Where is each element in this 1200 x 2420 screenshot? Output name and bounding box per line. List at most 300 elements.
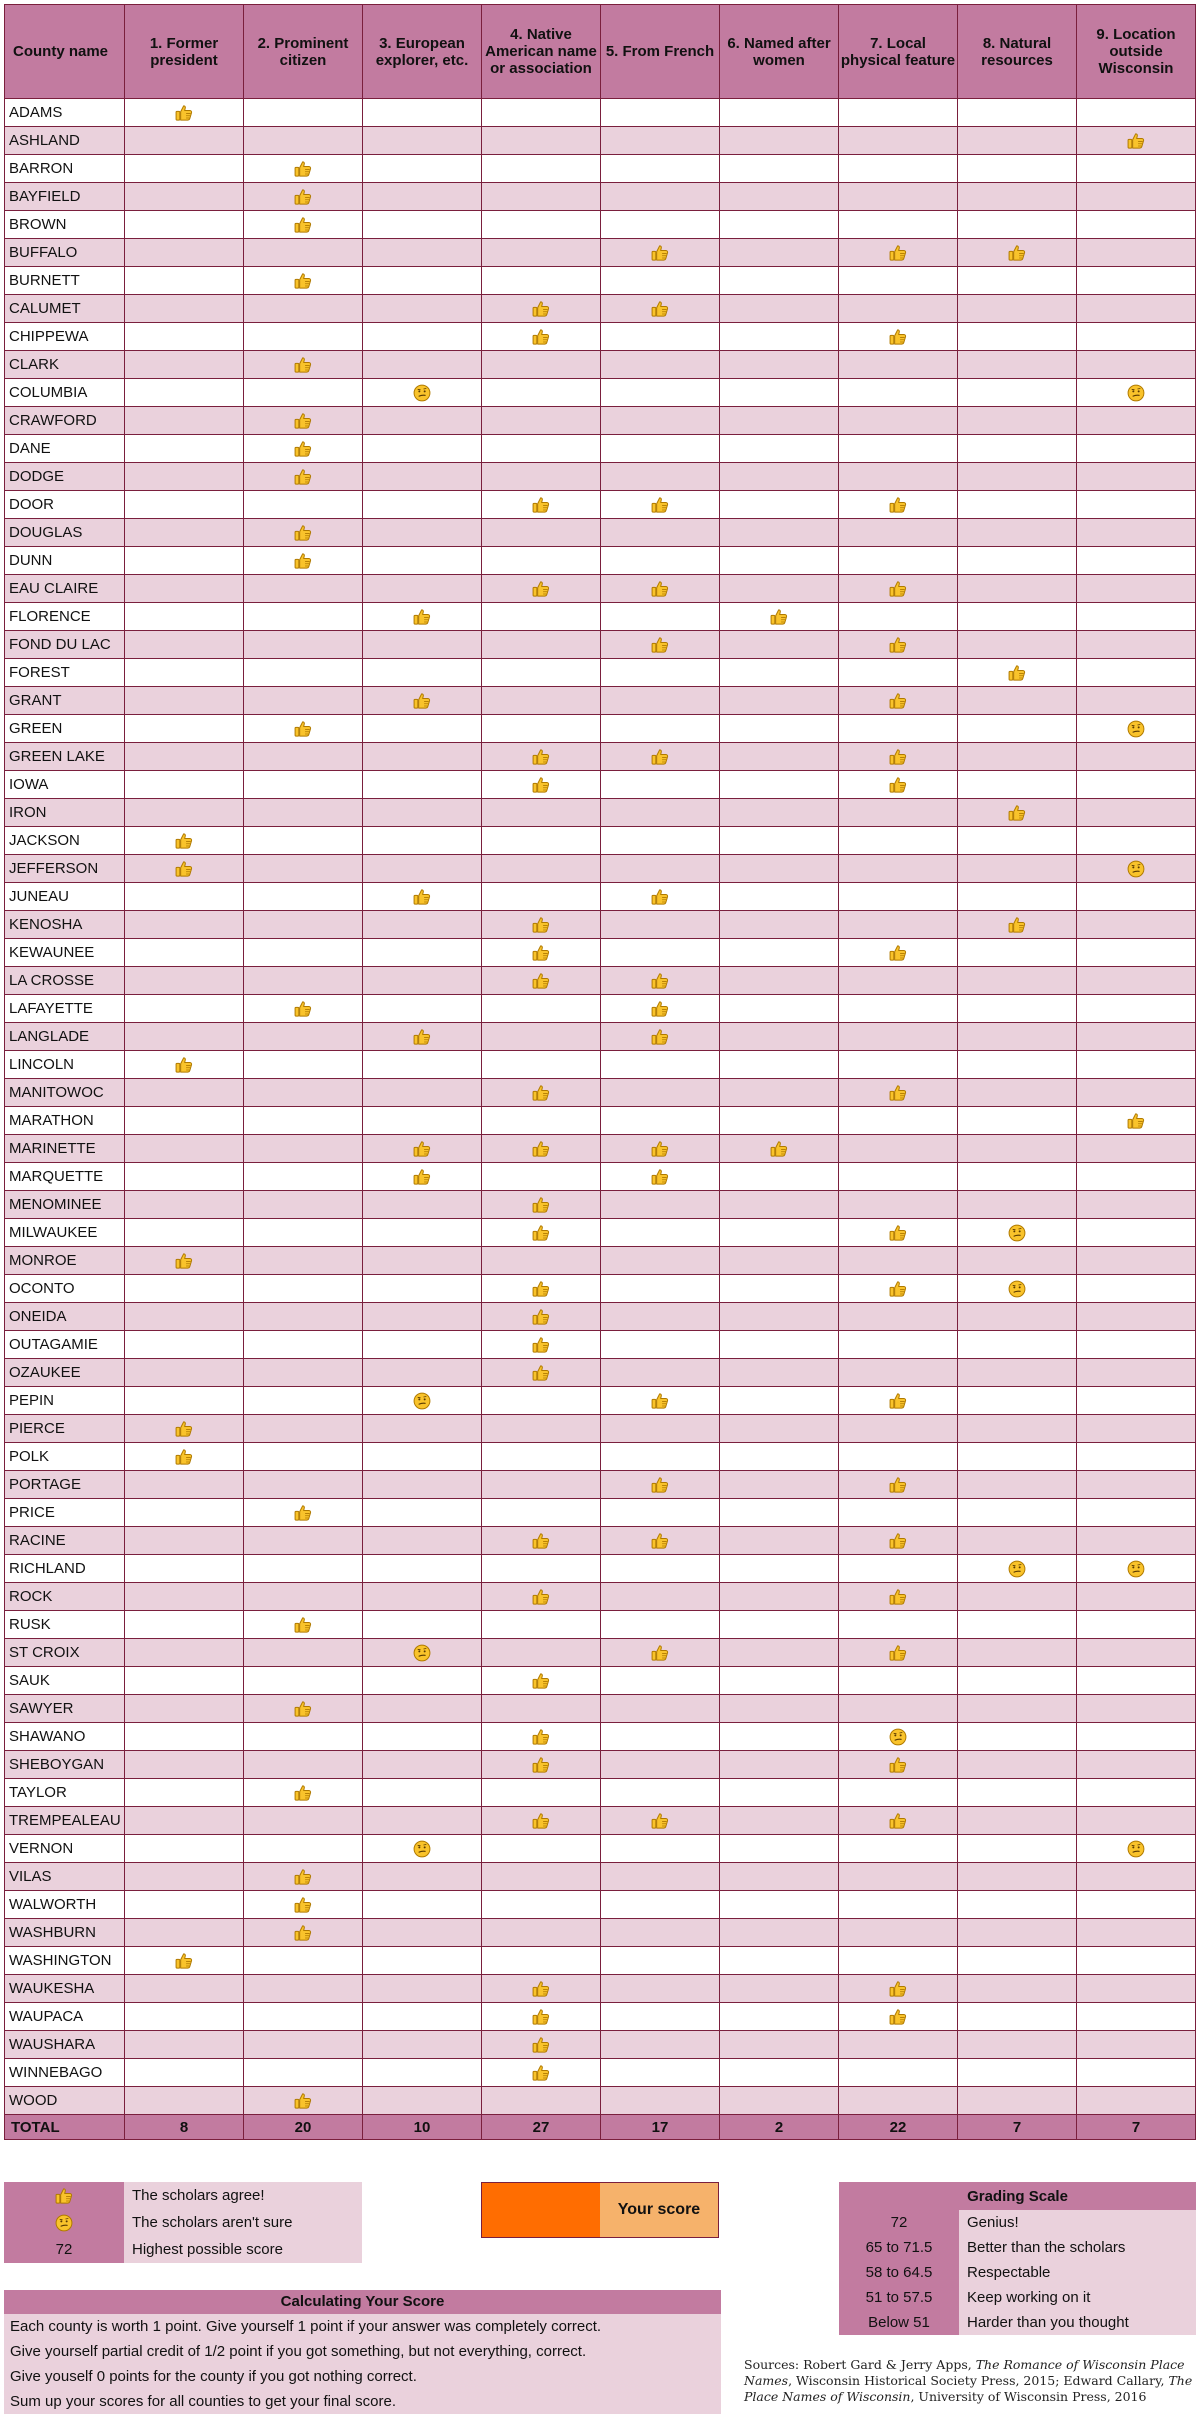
cell-prominent-citizen xyxy=(244,1807,363,1835)
cell-local-physical-feature xyxy=(839,295,958,323)
legend-unsure-text: The scholars aren't sure xyxy=(124,2209,362,2236)
header-row xyxy=(5,5,1196,99)
thumbs-up-icon xyxy=(1007,803,1027,823)
cell-european-explorer xyxy=(363,1779,482,1807)
grading-range: 58 to 64.5 xyxy=(839,2260,959,2285)
table-row xyxy=(5,1751,1196,1779)
cell-location-outside-wisconsin xyxy=(1077,799,1196,827)
county-name-cell: OCONTO xyxy=(5,1275,125,1303)
table-row xyxy=(5,575,1196,603)
cell-european-explorer xyxy=(363,211,482,239)
thumbs-up-icon xyxy=(531,1811,551,1831)
table-row xyxy=(5,407,1196,435)
cell-native-american xyxy=(482,407,601,435)
cell-prominent-citizen xyxy=(244,1527,363,1555)
cell-native-american xyxy=(482,631,601,659)
cell-natural-resources xyxy=(958,827,1077,855)
cell-local-physical-feature xyxy=(839,1135,958,1163)
cell-native-american xyxy=(482,1723,601,1751)
cell-european-explorer xyxy=(363,1387,482,1415)
cell-local-physical-feature xyxy=(839,1835,958,1863)
cell-named-after-women xyxy=(720,1415,839,1443)
table-row xyxy=(5,211,1196,239)
cell-natural-resources xyxy=(958,1639,1077,1667)
grading-scale xyxy=(839,2182,1196,2335)
thumbs-up-icon xyxy=(412,887,432,907)
cell-european-explorer xyxy=(363,1331,482,1359)
cell-native-american xyxy=(482,1275,601,1303)
cell-from-french xyxy=(601,1051,720,1079)
cell-european-explorer xyxy=(363,1667,482,1695)
thumbs-up-icon xyxy=(531,299,551,319)
cell-natural-resources xyxy=(958,855,1077,883)
thumbs-up-icon xyxy=(293,1923,313,1943)
cell-natural-resources xyxy=(958,183,1077,211)
cell-location-outside-wisconsin xyxy=(1077,2003,1196,2031)
cell-from-french xyxy=(601,1807,720,1835)
cell-former-president xyxy=(125,1359,244,1387)
cell-local-physical-feature xyxy=(839,211,958,239)
cell-local-physical-feature xyxy=(839,1555,958,1583)
cell-former-president xyxy=(125,295,244,323)
legend-row-max xyxy=(4,2236,362,2263)
cell-natural-resources xyxy=(958,1807,1077,1835)
cell-european-explorer xyxy=(363,1947,482,1975)
cell-european-explorer xyxy=(363,239,482,267)
grading-description: Harder than you thought xyxy=(959,2310,1196,2335)
cell-location-outside-wisconsin xyxy=(1077,1555,1196,1583)
cell-location-outside-wisconsin xyxy=(1077,1919,1196,1947)
grading-row xyxy=(839,2210,1196,2235)
table-row xyxy=(5,631,1196,659)
cell-named-after-women xyxy=(720,631,839,659)
cell-natural-resources xyxy=(958,771,1077,799)
table-row xyxy=(5,1415,1196,1443)
cell-former-president xyxy=(125,1387,244,1415)
county-name-cell: WALWORTH xyxy=(5,1891,125,1919)
cell-location-outside-wisconsin xyxy=(1077,631,1196,659)
cell-natural-resources xyxy=(958,155,1077,183)
cell-prominent-citizen xyxy=(244,1835,363,1863)
county-name-cell: JACKSON xyxy=(5,827,125,855)
grading-range: 72 xyxy=(839,2210,959,2235)
cell-from-french xyxy=(601,1079,720,1107)
cell-european-explorer xyxy=(363,1583,482,1611)
cell-native-american xyxy=(482,1051,601,1079)
cell-natural-resources xyxy=(958,407,1077,435)
cell-native-american xyxy=(482,2087,601,2115)
cell-former-president xyxy=(125,267,244,295)
thumbs-up-icon xyxy=(1007,663,1027,683)
cell-prominent-citizen xyxy=(244,295,363,323)
cell-prominent-citizen xyxy=(244,631,363,659)
cell-prominent-citizen xyxy=(244,1863,363,1891)
cell-location-outside-wisconsin xyxy=(1077,435,1196,463)
table-row xyxy=(5,1023,1196,1051)
cell-local-physical-feature xyxy=(839,1891,958,1919)
cell-location-outside-wisconsin xyxy=(1077,1695,1196,1723)
county-name-cell: DUNN xyxy=(5,547,125,575)
cell-from-french xyxy=(601,351,720,379)
column-header-location-outside-wisconsin: 9. Location outside Wisconsin xyxy=(1077,5,1196,99)
cell-prominent-citizen xyxy=(244,323,363,351)
grading-description: Keep working on it xyxy=(959,2285,1196,2310)
cell-native-american xyxy=(482,1107,601,1135)
thumbs-up-icon xyxy=(888,2007,908,2027)
cell-named-after-women xyxy=(720,1303,839,1331)
cell-local-physical-feature xyxy=(839,267,958,295)
cell-named-after-women xyxy=(720,1387,839,1415)
cell-from-french xyxy=(601,1107,720,1135)
cell-prominent-citizen xyxy=(244,1919,363,1947)
cell-named-after-women xyxy=(720,2003,839,2031)
cell-natural-resources xyxy=(958,2059,1077,2087)
cell-european-explorer xyxy=(363,1051,482,1079)
cell-former-president xyxy=(125,491,244,519)
thumbs-up-icon xyxy=(174,831,194,851)
county-name-cell: WAUSHARA xyxy=(5,2031,125,2059)
cell-location-outside-wisconsin xyxy=(1077,323,1196,351)
cell-location-outside-wisconsin xyxy=(1077,1639,1196,1667)
cell-former-president xyxy=(125,1107,244,1135)
thumbs-up-icon xyxy=(650,579,670,599)
cell-former-president xyxy=(125,1779,244,1807)
cell-location-outside-wisconsin xyxy=(1077,1807,1196,1835)
county-name-cell: WASHBURN xyxy=(5,1919,125,1947)
cell-native-american xyxy=(482,519,601,547)
total-row xyxy=(5,2115,1196,2140)
your-score-label: Your score xyxy=(600,2183,718,2237)
cell-former-president xyxy=(125,1023,244,1051)
cell-location-outside-wisconsin xyxy=(1077,995,1196,1023)
cell-native-american xyxy=(482,1555,601,1583)
county-name-cell: ONEIDA xyxy=(5,1303,125,1331)
cell-former-president xyxy=(125,1751,244,1779)
legend-max-text: Highest possible score xyxy=(124,2236,362,2263)
grading-row xyxy=(839,2285,1196,2310)
cell-from-french xyxy=(601,1303,720,1331)
cell-former-president xyxy=(125,1919,244,1947)
thumbs-up-icon xyxy=(174,1951,194,1971)
cell-former-president xyxy=(125,1191,244,1219)
cell-local-physical-feature xyxy=(839,1191,958,1219)
cell-location-outside-wisconsin xyxy=(1077,1583,1196,1611)
thumbs-up-icon xyxy=(293,719,313,739)
cell-named-after-women xyxy=(720,1107,839,1135)
cell-prominent-citizen xyxy=(244,883,363,911)
thumbs-up-icon xyxy=(293,271,313,291)
legend-max-value: 72 xyxy=(4,2236,124,2263)
score-entry-field[interactable] xyxy=(482,2183,600,2237)
cell-named-after-women xyxy=(720,1443,839,1471)
cell-natural-resources xyxy=(958,267,1077,295)
thumbs-up-icon xyxy=(888,1811,908,1831)
cell-location-outside-wisconsin xyxy=(1077,1947,1196,1975)
cell-european-explorer xyxy=(363,2059,482,2087)
cell-local-physical-feature xyxy=(839,1415,958,1443)
thumbs-up-icon xyxy=(531,1671,551,1691)
county-name-cell: MONROE xyxy=(5,1247,125,1275)
cell-location-outside-wisconsin xyxy=(1077,603,1196,631)
cell-native-american xyxy=(482,1387,601,1415)
table-row xyxy=(5,2003,1196,2031)
cell-local-physical-feature xyxy=(839,1163,958,1191)
cell-natural-resources xyxy=(958,1975,1077,2003)
cell-location-outside-wisconsin xyxy=(1077,407,1196,435)
cell-european-explorer xyxy=(363,1163,482,1191)
cell-prominent-citizen xyxy=(244,1331,363,1359)
cell-prominent-citizen xyxy=(244,183,363,211)
cell-prominent-citizen xyxy=(244,911,363,939)
county-name-cell: CHIPPEWA xyxy=(5,323,125,351)
cell-european-explorer xyxy=(363,1359,482,1387)
table-row xyxy=(5,939,1196,967)
cell-named-after-women xyxy=(720,1807,839,1835)
cell-european-explorer xyxy=(363,1527,482,1555)
cell-local-physical-feature xyxy=(839,799,958,827)
cell-from-french xyxy=(601,1723,720,1751)
cell-native-american xyxy=(482,295,601,323)
confused-face-icon xyxy=(412,1643,432,1663)
cell-location-outside-wisconsin xyxy=(1077,883,1196,911)
table-row xyxy=(5,1807,1196,1835)
cell-from-french xyxy=(601,1891,720,1919)
cell-former-president xyxy=(125,631,244,659)
cell-natural-resources xyxy=(958,351,1077,379)
thumbs-up-icon xyxy=(293,2091,313,2111)
cell-named-after-women xyxy=(720,1751,839,1779)
cell-prominent-citizen xyxy=(244,547,363,575)
table-row xyxy=(5,351,1196,379)
cell-european-explorer xyxy=(363,1835,482,1863)
cell-natural-resources xyxy=(958,967,1077,995)
thumbs-up-icon xyxy=(531,1335,551,1355)
confused-face-icon xyxy=(1126,1559,1146,1579)
cell-location-outside-wisconsin xyxy=(1077,1527,1196,1555)
cell-european-explorer xyxy=(363,1415,482,1443)
cell-location-outside-wisconsin xyxy=(1077,267,1196,295)
county-name-cell: MARINETTE xyxy=(5,1135,125,1163)
legend-unsure-symbol xyxy=(4,2209,124,2236)
cell-native-american xyxy=(482,911,601,939)
cell-former-president xyxy=(125,1667,244,1695)
cell-named-after-women xyxy=(720,1499,839,1527)
cell-from-french xyxy=(601,799,720,827)
cell-from-french xyxy=(601,295,720,323)
cell-named-after-women xyxy=(720,1163,839,1191)
cell-native-american xyxy=(482,771,601,799)
cell-natural-resources xyxy=(958,2003,1077,2031)
sources-book-1: The Romance of Wisconsin Place Names xyxy=(744,2357,1185,2388)
total-former-president: 8 xyxy=(125,2115,244,2140)
cell-prominent-citizen xyxy=(244,1611,363,1639)
cell-natural-resources xyxy=(958,1359,1077,1387)
county-name-cell: JUNEAU xyxy=(5,883,125,911)
table-row xyxy=(5,1135,1196,1163)
cell-from-french xyxy=(601,659,720,687)
cell-european-explorer xyxy=(363,939,482,967)
cell-named-after-women xyxy=(720,1247,839,1275)
table-row xyxy=(5,379,1196,407)
cell-european-explorer xyxy=(363,1499,482,1527)
table-row xyxy=(5,295,1196,323)
cell-from-french xyxy=(601,1331,720,1359)
table-row xyxy=(5,323,1196,351)
cell-native-american xyxy=(482,183,601,211)
cell-local-physical-feature xyxy=(839,155,958,183)
cell-former-president xyxy=(125,1891,244,1919)
cell-native-american xyxy=(482,939,601,967)
thumbs-up-icon xyxy=(531,943,551,963)
cell-european-explorer xyxy=(363,1555,482,1583)
county-name-cell: OZAUKEE xyxy=(5,1359,125,1387)
table-row xyxy=(5,519,1196,547)
cell-natural-resources xyxy=(958,1947,1077,1975)
thumbs-up-icon xyxy=(1007,915,1027,935)
cell-native-american xyxy=(482,799,601,827)
cell-from-french xyxy=(601,911,720,939)
legend-row-agree xyxy=(4,2182,362,2209)
table-row xyxy=(5,799,1196,827)
county-name-cell: GREEN LAKE xyxy=(5,743,125,771)
cell-local-physical-feature xyxy=(839,2087,958,2115)
cell-european-explorer xyxy=(363,1023,482,1051)
thumbs-up-icon xyxy=(412,691,432,711)
cell-local-physical-feature xyxy=(839,855,958,883)
cell-prominent-citizen xyxy=(244,1639,363,1667)
cell-native-american xyxy=(482,1415,601,1443)
table-row xyxy=(5,2087,1196,2115)
cell-former-president xyxy=(125,211,244,239)
cell-named-after-women xyxy=(720,1527,839,1555)
cell-native-american xyxy=(482,491,601,519)
cell-european-explorer xyxy=(363,1135,482,1163)
cell-european-explorer xyxy=(363,1751,482,1779)
cell-european-explorer xyxy=(363,127,482,155)
county-name-cell: MARQUETTE xyxy=(5,1163,125,1191)
cell-named-after-women xyxy=(720,267,839,295)
thumbs-up-icon xyxy=(174,103,194,123)
cell-local-physical-feature xyxy=(839,995,958,1023)
cell-prominent-citizen xyxy=(244,1023,363,1051)
thumbs-up-icon xyxy=(888,1475,908,1495)
cell-from-french xyxy=(601,1667,720,1695)
county-name-cell: WINNEBAGO xyxy=(5,2059,125,2087)
table-row xyxy=(5,239,1196,267)
cell-from-french xyxy=(601,1947,720,1975)
cell-european-explorer xyxy=(363,1191,482,1219)
cell-from-french xyxy=(601,1163,720,1191)
cell-prominent-citizen xyxy=(244,519,363,547)
cell-prominent-citizen xyxy=(244,1107,363,1135)
cell-from-french xyxy=(601,967,720,995)
thumbs-up-icon xyxy=(888,1391,908,1411)
cell-natural-resources xyxy=(958,743,1077,771)
cell-european-explorer xyxy=(363,1975,482,2003)
cell-from-french xyxy=(601,1527,720,1555)
cell-local-physical-feature xyxy=(839,715,958,743)
cell-from-french xyxy=(601,575,720,603)
cell-natural-resources xyxy=(958,1723,1077,1751)
cell-from-french xyxy=(601,155,720,183)
thumbs-up-icon xyxy=(531,327,551,347)
cell-prominent-citizen xyxy=(244,1191,363,1219)
cell-prominent-citizen xyxy=(244,99,363,127)
cell-named-after-women xyxy=(720,183,839,211)
cell-european-explorer xyxy=(363,967,482,995)
cell-native-american xyxy=(482,1303,601,1331)
cell-former-president xyxy=(125,1415,244,1443)
cell-native-american xyxy=(482,1359,601,1387)
thumbs-up-icon xyxy=(888,1223,908,1243)
county-name-cell: LANGLADE xyxy=(5,1023,125,1051)
cell-native-american xyxy=(482,1863,601,1891)
cell-former-president xyxy=(125,1611,244,1639)
cell-native-american xyxy=(482,1247,601,1275)
confused-face-icon xyxy=(1126,383,1146,403)
cell-european-explorer xyxy=(363,715,482,743)
table-row xyxy=(5,1723,1196,1751)
county-name-cell: LA CROSSE xyxy=(5,967,125,995)
county-name-cell: COLUMBIA xyxy=(5,379,125,407)
cell-local-physical-feature xyxy=(839,1527,958,1555)
cell-native-american xyxy=(482,463,601,491)
cell-european-explorer xyxy=(363,659,482,687)
cell-local-physical-feature xyxy=(839,1219,958,1247)
table-row xyxy=(5,99,1196,127)
county-name-cell: TREMPEALEAU xyxy=(5,1807,125,1835)
table-row xyxy=(5,659,1196,687)
table-row xyxy=(5,1667,1196,1695)
cell-european-explorer xyxy=(363,99,482,127)
cell-native-american xyxy=(482,715,601,743)
county-name-cell: VERNON xyxy=(5,1835,125,1863)
cell-natural-resources xyxy=(958,659,1077,687)
cell-prominent-citizen xyxy=(244,687,363,715)
cell-named-after-women xyxy=(720,295,839,323)
cell-prominent-citizen xyxy=(244,1275,363,1303)
thumbs-up-icon xyxy=(174,1447,194,1467)
calc-instruction: Each county is worth 1 point. Give yourself 1 point if your answer was completely correct. xyxy=(4,2314,721,2339)
county-name-cell: MILWAUKEE xyxy=(5,1219,125,1247)
cell-named-after-women xyxy=(720,1863,839,1891)
county-name-cell: FOND DU LAC xyxy=(5,631,125,659)
cell-prominent-citizen xyxy=(244,2087,363,2115)
cell-from-french xyxy=(601,1611,720,1639)
cell-from-french xyxy=(601,939,720,967)
cell-local-physical-feature xyxy=(839,1499,958,1527)
table-row xyxy=(5,1191,1196,1219)
cell-from-french xyxy=(601,715,720,743)
thumbs-up-icon xyxy=(650,243,670,263)
cell-location-outside-wisconsin xyxy=(1077,1387,1196,1415)
cell-from-french xyxy=(601,1275,720,1303)
cell-named-after-women xyxy=(720,1891,839,1919)
cell-former-president xyxy=(125,575,244,603)
cell-former-president xyxy=(125,603,244,631)
cell-named-after-women xyxy=(720,1835,839,1863)
thumbs-up-icon xyxy=(293,439,313,459)
cell-local-physical-feature xyxy=(839,2059,958,2087)
cell-prominent-citizen xyxy=(244,2059,363,2087)
cell-from-french xyxy=(601,1387,720,1415)
cell-local-physical-feature xyxy=(839,771,958,799)
cell-location-outside-wisconsin xyxy=(1077,1051,1196,1079)
cell-natural-resources xyxy=(958,1303,1077,1331)
table-row xyxy=(5,1247,1196,1275)
table-row xyxy=(5,1359,1196,1387)
cell-former-president xyxy=(125,799,244,827)
